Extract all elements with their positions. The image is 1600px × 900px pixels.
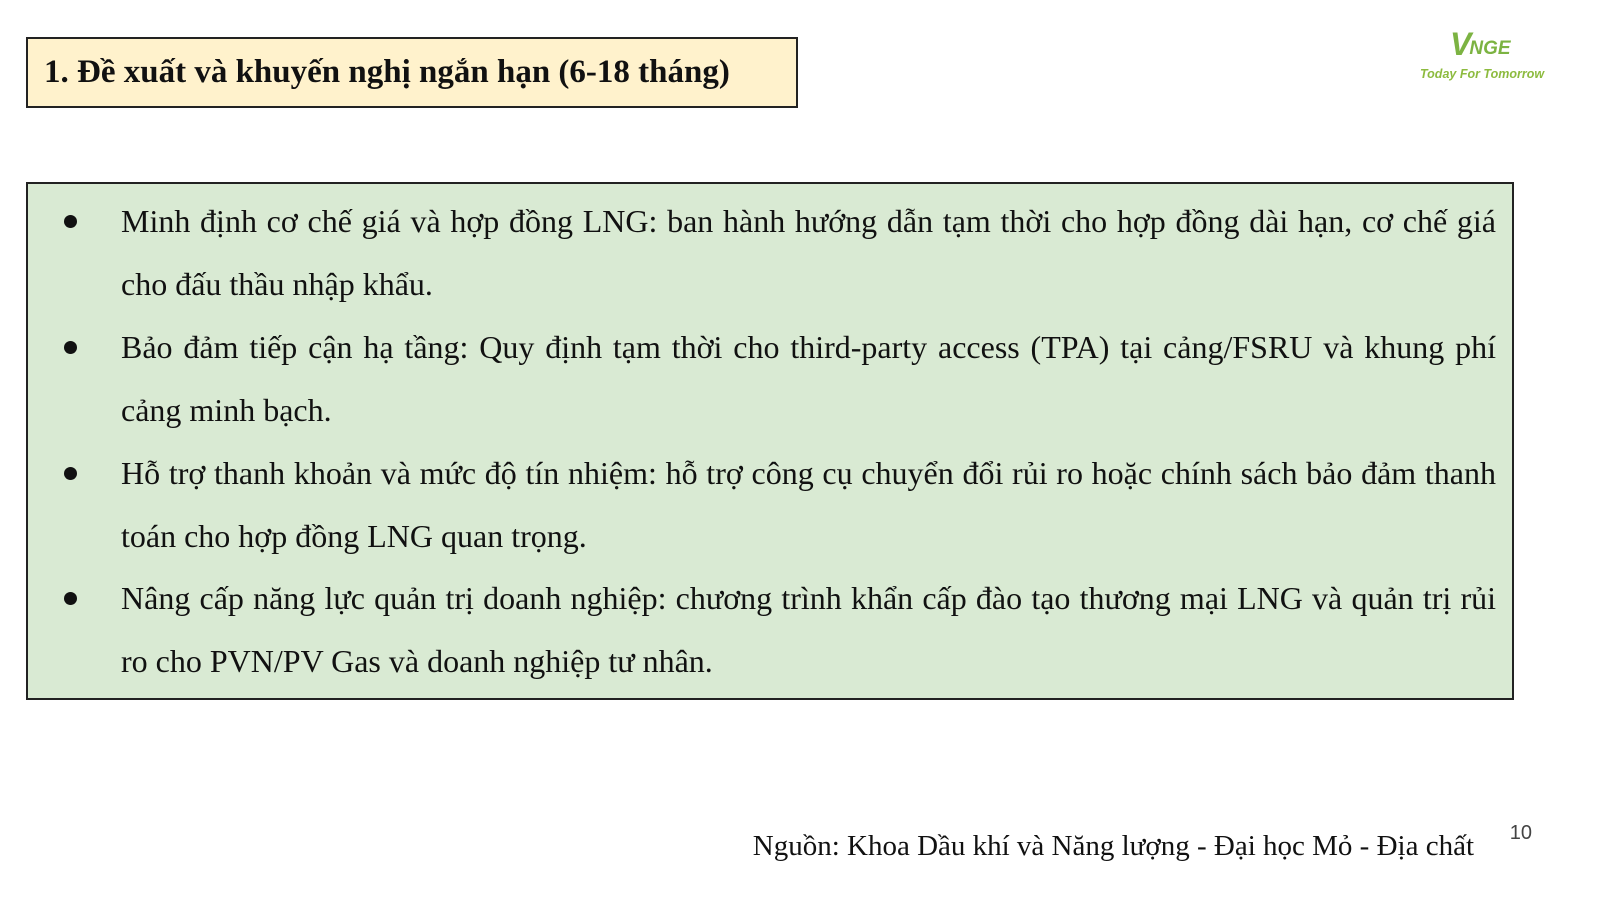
list-item-text: Nâng cấp năng lực quản trị doanh nghiệp: chương trình khẩn cấp đào tạo thương mại LNG và quản trị rủi ro cho PVN/PV Gas và doanh nghiệp tư nhân. — [121, 580, 1496, 679]
slide-title: 1. Đề xuất và khuyến nghị ngắn hạn (6-18 tháng) — [44, 54, 730, 90]
logo-mark — [1450, 22, 1511, 60]
list-item-text: Bảo đảm tiếp cận hạ tầng: Quy định tạm thời cho third-party access (TPA) tại cảng/FSRU và khung phí cảng minh bạch. — [121, 329, 1496, 428]
slide-title-box — [26, 37, 798, 108]
bullet-icon — [64, 215, 77, 228]
source-citation: Nguồn: Khoa Dầu khí và Năng lượng - Đại học Mỏ - Địa chất — [752, 830, 1474, 862]
bullet-icon — [64, 592, 77, 605]
vnge-logo — [1420, 20, 1560, 90]
logo-mark-text: NGE — [1469, 38, 1511, 59]
bullet-icon — [64, 467, 77, 480]
list-item-text: Hỗ trợ thanh khoản và mức độ tín nhiệm: hỗ trợ công cụ chuyển đổi rủi ro hoặc chính sách bảo đảm thanh toán cho hợp đồng LNG quan trọng. — [121, 455, 1496, 554]
list-item-text: Minh định cơ chế giá và hợp đồng LNG: ban hành hướng dẫn tạm thời cho hợp đồng dài hạn, cơ chế giá cho đấu thầu nhập khẩu. — [121, 203, 1496, 302]
recommendations-box — [26, 182, 1514, 700]
logo-mark-v: V — [1450, 26, 1472, 62]
page-number: 10 — [1509, 822, 1532, 844]
bullet-icon — [64, 341, 77, 354]
logo-tagline: Today For Tomorrow — [1420, 67, 1545, 81]
